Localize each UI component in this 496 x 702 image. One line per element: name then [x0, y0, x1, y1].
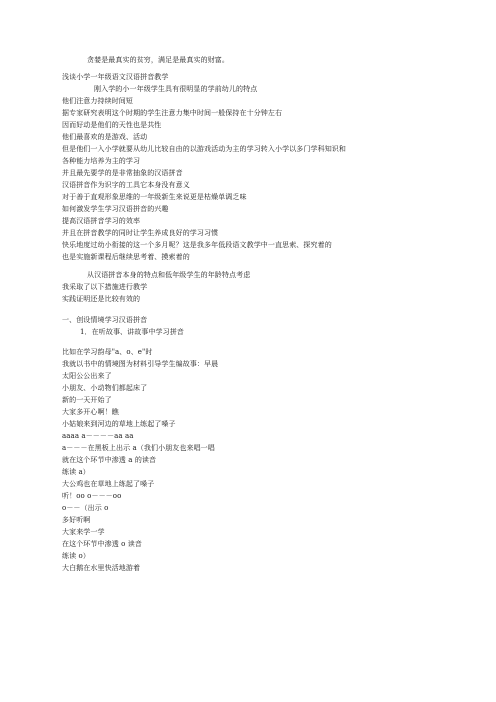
text-line: 听！oo o－－－oo	[62, 492, 122, 500]
text-line: 如何激发学生学习汉语拼音的兴趣	[62, 205, 169, 213]
text-line: 小朋友、小动物们都起床了	[62, 384, 148, 392]
text-line: 大家多开心啊！瞧	[62, 408, 119, 416]
text-line: o－－（出示 o	[62, 504, 109, 512]
text-line: 并且在拼音教学的同时让学生养成良好的学习习惯	[62, 229, 219, 237]
text-line: 实践证明还是比较有效的	[62, 295, 141, 303]
text-line: 多好听啊	[62, 516, 91, 524]
text-line: 他们注意力持续时间短	[62, 97, 133, 105]
text-line: 据专家研究表明这个时期的学生注意力集中时间一般保持在十分钟左右	[62, 109, 283, 117]
text-line: 大公鸡也在草地上练起了嗓子	[62, 480, 155, 488]
text-line: 快乐地度过幼小衔接的这一个多月呢？这是我多年低段语文教学中一直思索、探究着的	[62, 241, 332, 249]
text-line: 也是实施新课程后继续思考着、摸索着的	[62, 253, 190, 261]
text-line: aaaa a－－－－aa aa	[62, 432, 134, 440]
text-line: 对于善于直观形象思维的一年级新生来说更是枯燥单调乏味	[62, 193, 247, 201]
text-line: 小姑娘来到河边的草地上练起了嗓子	[62, 420, 176, 428]
text-line: 他们最喜欢的是游戏、活动	[62, 133, 148, 141]
text-line: 但是他们一入小学就要从幼儿比较自由的以游戏活动为主的学习转入小学以多门学科知识和	[62, 145, 346, 153]
text-line: a－－－在黑板上出示 a（我们小朋友也来唱一唱	[62, 444, 215, 452]
text-line: 练读 a）	[62, 468, 90, 476]
section-heading: 一、创设情境学习汉语拼音	[62, 316, 148, 324]
text-line: 练读 o）	[62, 552, 90, 560]
text-line: 各种能力培养为主的学习	[62, 157, 141, 165]
text-line: 太阳公公出来了	[62, 372, 112, 380]
text-line: 我采取了以下措施进行教学	[62, 283, 148, 291]
text-line: 我就以书中的情境图为材料引导学生编故事：早晨	[62, 360, 219, 368]
text-line: 新的一天开始了	[62, 396, 112, 404]
text-line: 就在这个环节中渗透 a 的读音	[62, 456, 157, 464]
text-line: 因而好动是他们的天性也是共性	[62, 121, 162, 129]
text-line: 并且最先要学的是非常抽象的汉语拼音	[62, 169, 183, 177]
text-line: 大白鹅在水里快活地游着	[62, 564, 141, 572]
text-line: 比如在学习韵母"a、o、e"时	[62, 348, 153, 356]
text-line: 大家来学一学	[62, 528, 105, 536]
text-line: 刚入学的小一年级学生具有很明显的学前幼儿的特点	[94, 85, 258, 93]
text-line: 贪婪是最真实的贫穷，满足是最真实的财富。	[87, 56, 229, 64]
text-line: 从汉语拼音本身的特点和低年级学生的年龄特点考虑	[87, 271, 251, 279]
text-line: 浅谈小学一年级语文汉语拼音教学	[62, 73, 169, 81]
text-line: 提高汉语拼音学习的效率	[62, 217, 141, 225]
subsection-heading: 1．在听故事、讲故事中学习拼音	[80, 328, 184, 336]
text-line: 在这个环节中渗透 o 读音	[62, 540, 142, 548]
text-line: 汉语拼音作为识字的工具它本身没有意义	[62, 181, 190, 189]
